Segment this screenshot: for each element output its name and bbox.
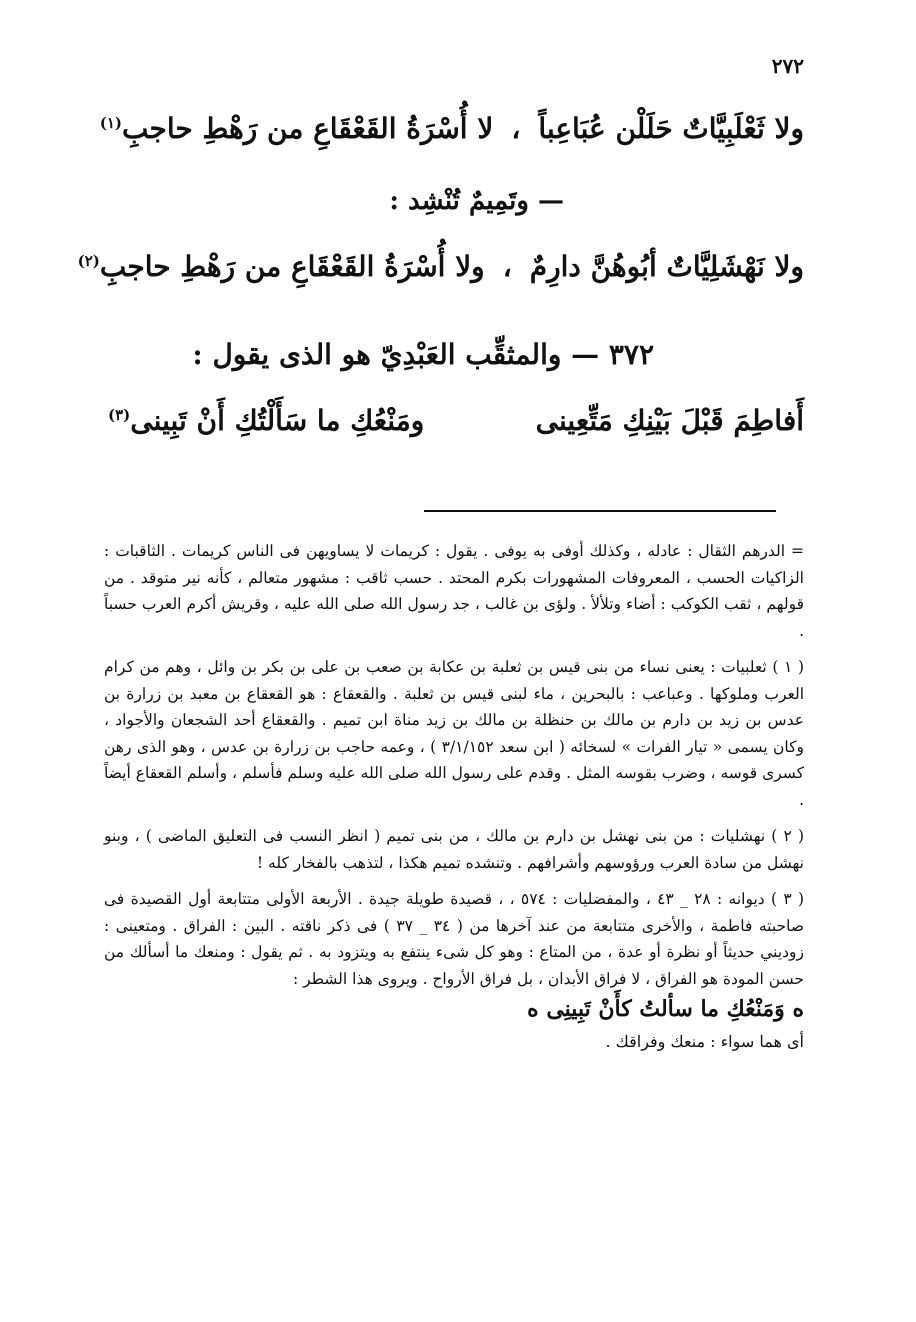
verse-3	[104, 404, 804, 438]
intro-line: — وتَمِيمٌ تُنْشِد :	[389, 186, 564, 216]
footnotes	[104, 538, 804, 1055]
verse-2-first-hemistich: ولا نَهْشَلِيَّاتٌ أبُوهُنَّ دارِمٌ	[529, 250, 804, 283]
footnote-3: ( ٣ ) ديوانه : ٢٨ _ ٤٣ ، والمفضليات : ٥٧٤ ، ، قصيدة طويلة جيدة . الأربعة الأولى متتابعة أول القصيدة فى صاحبته فاطمة ، والأخرى متتابعة من عند آخرها من ( ٣٤ _ ٣٧ ) فى ذكر ناقته . البين : الفراق . ومتعينى : زوديني حديثاً أو نظرة أو عدة ، من المتاع : وهو كل شىء ينتفع به ويتزود به . ثم يقول : ومنعك ما أسألك من حسن المودة هو الفراق ، لا فراق الأبدان ، بل فراق الأرواح . ويروى هذا الشطر :	[104, 890, 804, 988]
verse-2	[77, 250, 804, 284]
verse-2-second-hemistich: ولا أُسْرَةُ القَعْقَاعِ من رَهْطِ حاجبِ$^{(٢)}$	[77, 250, 485, 283]
footnote-marker-3: (٣)	[108, 405, 131, 424]
verse-1-second-hemistich: لا أُسْرَةُ القَعْقَاعِ من رَهْطِ حاجبِ$^{(١)}$	[99, 112, 494, 145]
verse-1-first-hemistich: ولا ثَعْلَبِيَّاتٌ حَلَلْن عُبَاعِباً	[538, 112, 804, 145]
footnote-divider	[424, 510, 776, 512]
verse-3-second-hemistich: ومَنْعُكِ ما سَأَلْتُكِ أَنْ تَبِينى$^{(٣)}$	[108, 404, 425, 437]
verse-separator: ،	[511, 112, 521, 145]
page-number: ٢٧٢	[771, 54, 804, 78]
footnote-3-verse: ه وَمَنْعُكِ ما سألتُ كأَنْ تَبِينِى ه	[527, 996, 804, 1022]
verse-separator: ،	[502, 250, 512, 283]
footnote-1: ( ١ ) ثعلبيات : يعنى نساء من بنى قيس بن ثعلبة بن عكابة بن صعب بن على بن بكر بن وائل ، وهم من كرام العرب وملوكها . وعباعب : بالبحرين ، ماء لبنى قيس بن ثعلبة . والقعقاع : هو القعقاع بن معبد بن زرارة بن عدس بن زيد بن دارم بن مالك بن حنظلة بن مالك بن زيد مناة ابن تميم . والقعقاع أحد الشجعان والأجواد ، وكان يسمى « تيار الفرات » لسخائه ( ابن سعد ٣/١/١٥٢ ) ، وعمه حاجب بن زرارة بن عدس ، وهو الذى رهن كسرى قوسه ، وضرب بقوسه المثل . وقدم على رسول الله صلى الله عليه وسلم فأسلم ، وأسلم القعقاع أيضاً .	[104, 658, 805, 809]
footnote-marker-1: (١)	[99, 113, 123, 132]
footnote-2: ( ٢ ) نهشليات : من بنى نهشل بن دارم بن مالك ، من بنى تميم ( انظر النسب فى التعليق الماضى ) ، وبنو نهشل من سادة العرب ورؤوسهم وأشرافهم . وتنشده تميم هكذا ، لتذهب بالفخار كله !	[104, 827, 804, 872]
footnote-continued: = الدرهم الثقال : عادله ، وكذلك أوفى به يوفى . يقول : كريمات لا يساويهن فى الناس كريمات . الثاقبات : الزاكيات الحسب ، المعروفات المشهورات بكرم المحتد . حسب ثاقب : مشهور متعالم ، كأنه نير متوقد . من قولهم ، ثقب الكوكب : أضاء وتلألأ . ولؤى بن غالب ، جد رسول الله صلى الله عليه ، وقريش أكرم العرب حسباً .	[104, 542, 804, 640]
verse-1	[99, 112, 804, 146]
footnote-3-tail: أى هما سواء : منعك وفراقك .	[605, 1031, 804, 1051]
footnote-marker-2: (٢)	[77, 251, 100, 270]
entry-heading: ٣٧٢ — والمثقِّب العَبْدِيّ هو الذى يقول :	[192, 338, 654, 371]
verse-3-first-hemistich: أَفاطِمَ قَبْلَ بَيْنِكِ مَتِّعِينى	[535, 404, 804, 437]
